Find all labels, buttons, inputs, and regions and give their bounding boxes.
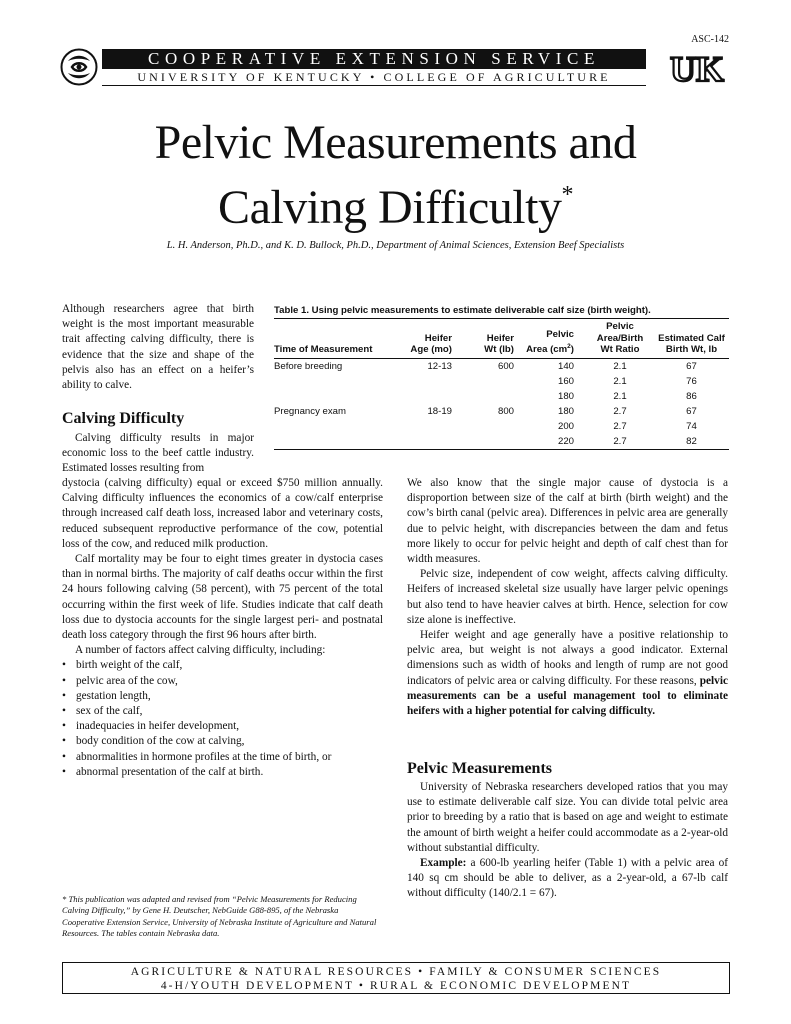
section-heading-pelvic-measurements: Pelvic Measurements (407, 760, 552, 777)
footer-line-2: 4-H/YOUTH DEVELOPMENT • RURAL & ECONOMIC DEVELOPMENT (160, 980, 632, 992)
header-band: COOPERATIVE EXTENSION SERVICE (102, 49, 646, 69)
calving-paragraph-1b: dystocia (calving difficulty) equal or exceed $750 million annually. Calving difficulty influences the economics of a cow/calf enterprise through increased calf death loss, increased labor and veterinary costs, reduced subsequent reproductive performance of the cow, potential loss of the cow, and reduced milk production. (62, 477, 383, 550)
list-item: • body condition of the cow at calving, (62, 734, 383, 749)
pelvic-table (274, 319, 729, 450)
header-ratio: Pelvic Area/Birth Wt Ratio (586, 319, 654, 358)
pelvic-body (407, 780, 728, 902)
list-item: • birth weight of the calf, (62, 658, 383, 673)
header-weight: Heifer Wt (lb) (462, 319, 518, 358)
list-item: • pelvic area of the cow, (62, 674, 383, 689)
header-estimated-weight: Estimated Calf Birth Wt, lb (654, 319, 729, 358)
list-item: • abnormalities in hormone profiles at the time of birth, or (62, 750, 383, 765)
list-item: • abnormal presentation of the calf at birth. (62, 765, 383, 780)
list-item: • gestation length, (62, 689, 383, 704)
table-row: 200 2.7 74 (557, 420, 697, 432)
title-line-1: Pelvic Measurements and (154, 116, 637, 169)
emphasis-text: pelvic measurements can be a useful management tool to eliminate heifers with a higher potential for calving difficulty. (407, 674, 728, 718)
table-row: Before breeding 12-13 600 140 2.1 67 (274, 360, 697, 372)
factors-list (62, 658, 383, 780)
uk-logo-icon (664, 50, 730, 86)
table-row: 180 2.1 86 (557, 390, 697, 402)
header-time: Time of Measurement (274, 319, 392, 358)
svg-text:UK: UK (670, 50, 724, 86)
calving-paragraph-1a: Calving difficulty results in major economic loss to the beef cattle industry. Estimated losses resulting from (62, 432, 254, 475)
footer-box (62, 962, 730, 994)
title-footnote-mark: * (561, 182, 573, 208)
authors: L. H. Anderson, Ph.D., and K. D. Bullock, Ph.D., Department of Animal Sciences, Extension Beef Specialists (166, 240, 625, 251)
table-row: 160 2.1 76 (557, 375, 697, 387)
right-column-body (407, 476, 728, 719)
header-subtitle: UNIVERSITY OF KENTUCKY • COLLEGE OF AGRICULTURE (102, 70, 646, 86)
list-item: • inadequacies in heifer development, (62, 719, 383, 734)
pelvic-paragraph-1: University of Nebraska researchers developed ratios that you may use to estimate deliverable calf size. You can divide total pelvic area prior to breeding by a ratio that is based on age and weight to estimate the amount of birth weight a heifer could accommodate as a 2-year-old without substantial difficulty. (407, 781, 728, 854)
title-line-2: Calving Difficulty* (218, 181, 573, 234)
right-paragraph-1: We also know that the single major cause of dystocia is a disproportion between size of the calf at birth (birth weight) and the cow’s birth canal (pelvic area). Differences in pelvic area are generally due to pelvic height, with discrepancies between the dam and fetus more likely to occur for pelvic height and depth of calf chest than for width measures. (407, 477, 728, 566)
right-paragraph-2: Pelvic size, independent of cow weight, affects calving difficulty. Heifers of increased skeletal size usually have larger pelvic openings but also tend to have heavier calves at birth. Hence, selection for cow size alone is ineffective. (407, 568, 728, 626)
table-caption: Table 1. Using pelvic measurements to estimate deliverable calf size (birth weight). (274, 305, 651, 316)
intro-paragraph: Although researchers agree that birth weight is the most important measurable trait affecting calving difficulty, there is evidence that the size and shape of the pelvis also has an effect on a heifer’s ability to calve. (62, 303, 254, 392)
calving-paragraph-2: Calf mortality may be four to eight times greater in dystocia cases than in normal births. The majority of calf deaths occur within the first 24 hours following calving (58 percent), with 75 percent of the total occurring within the first week of life. Studies indicate that calf death loss due to dystocia accounts for the single largest peri- and postnatal death loss category through the first 96 hours after birth. (62, 553, 383, 642)
list-item: • sex of the calf, (62, 704, 383, 719)
footnote: * This publication was adapted and revised from “Pelvic Measurements for Reducing Calving Difficulty,” by Gene H. Deutscher, NebGuide G88-895, of the Nebraska Cooperative Extension Service, University of Nebraska Institute of Agriculture and Natural Resources. The tables contain Nebraska data. (62, 894, 377, 939)
table-header-row (274, 319, 729, 358)
table-row: Pregnancy exam 18-19 800 180 2.7 67 (274, 405, 697, 417)
section-heading-calving-difficulty: Calving Difficulty (62, 410, 185, 427)
document-id: ASC-142 (691, 34, 729, 45)
header-pelvic-area: Pelvic Area $(cm^2)$ (518, 319, 586, 358)
header-age: Heifer Age (mo) (392, 319, 462, 358)
calving-paragraph-3: A number of factors affect calving difficulty, including: (75, 644, 326, 657)
table-row: 220 2.7 82 (274, 434, 729, 450)
page-title (0, 115, 791, 236)
calving-body (62, 476, 383, 780)
footer-line-1: AGRICULTURE & NATURAL RESOURCES • FAMILY & CONSUMER SCIENCES (130, 966, 662, 978)
example-label: Example: (420, 857, 467, 870)
pelvic-paragraph-2: Example: a 600-lb yearling heifer (Table 1) with a pelvic area of 140 sq cm should be able to deliver, as a 2-year-old, a 67-lb calf without difficulty (140/2.1 = 67). (407, 857, 728, 900)
right-paragraph-3: Heifer weight and age generally have a positive relationship to pelvic area, but weight is not always a good indicator. External dimensions such as width of hooks and length of rump are not good indicators of pelvic area or calving difficulty. For these reasons, pelvic measurements can be a useful management tool to eliminate heifers with a higher potential for calving difficulty. (407, 629, 728, 718)
extension-logo-icon (60, 48, 98, 86)
